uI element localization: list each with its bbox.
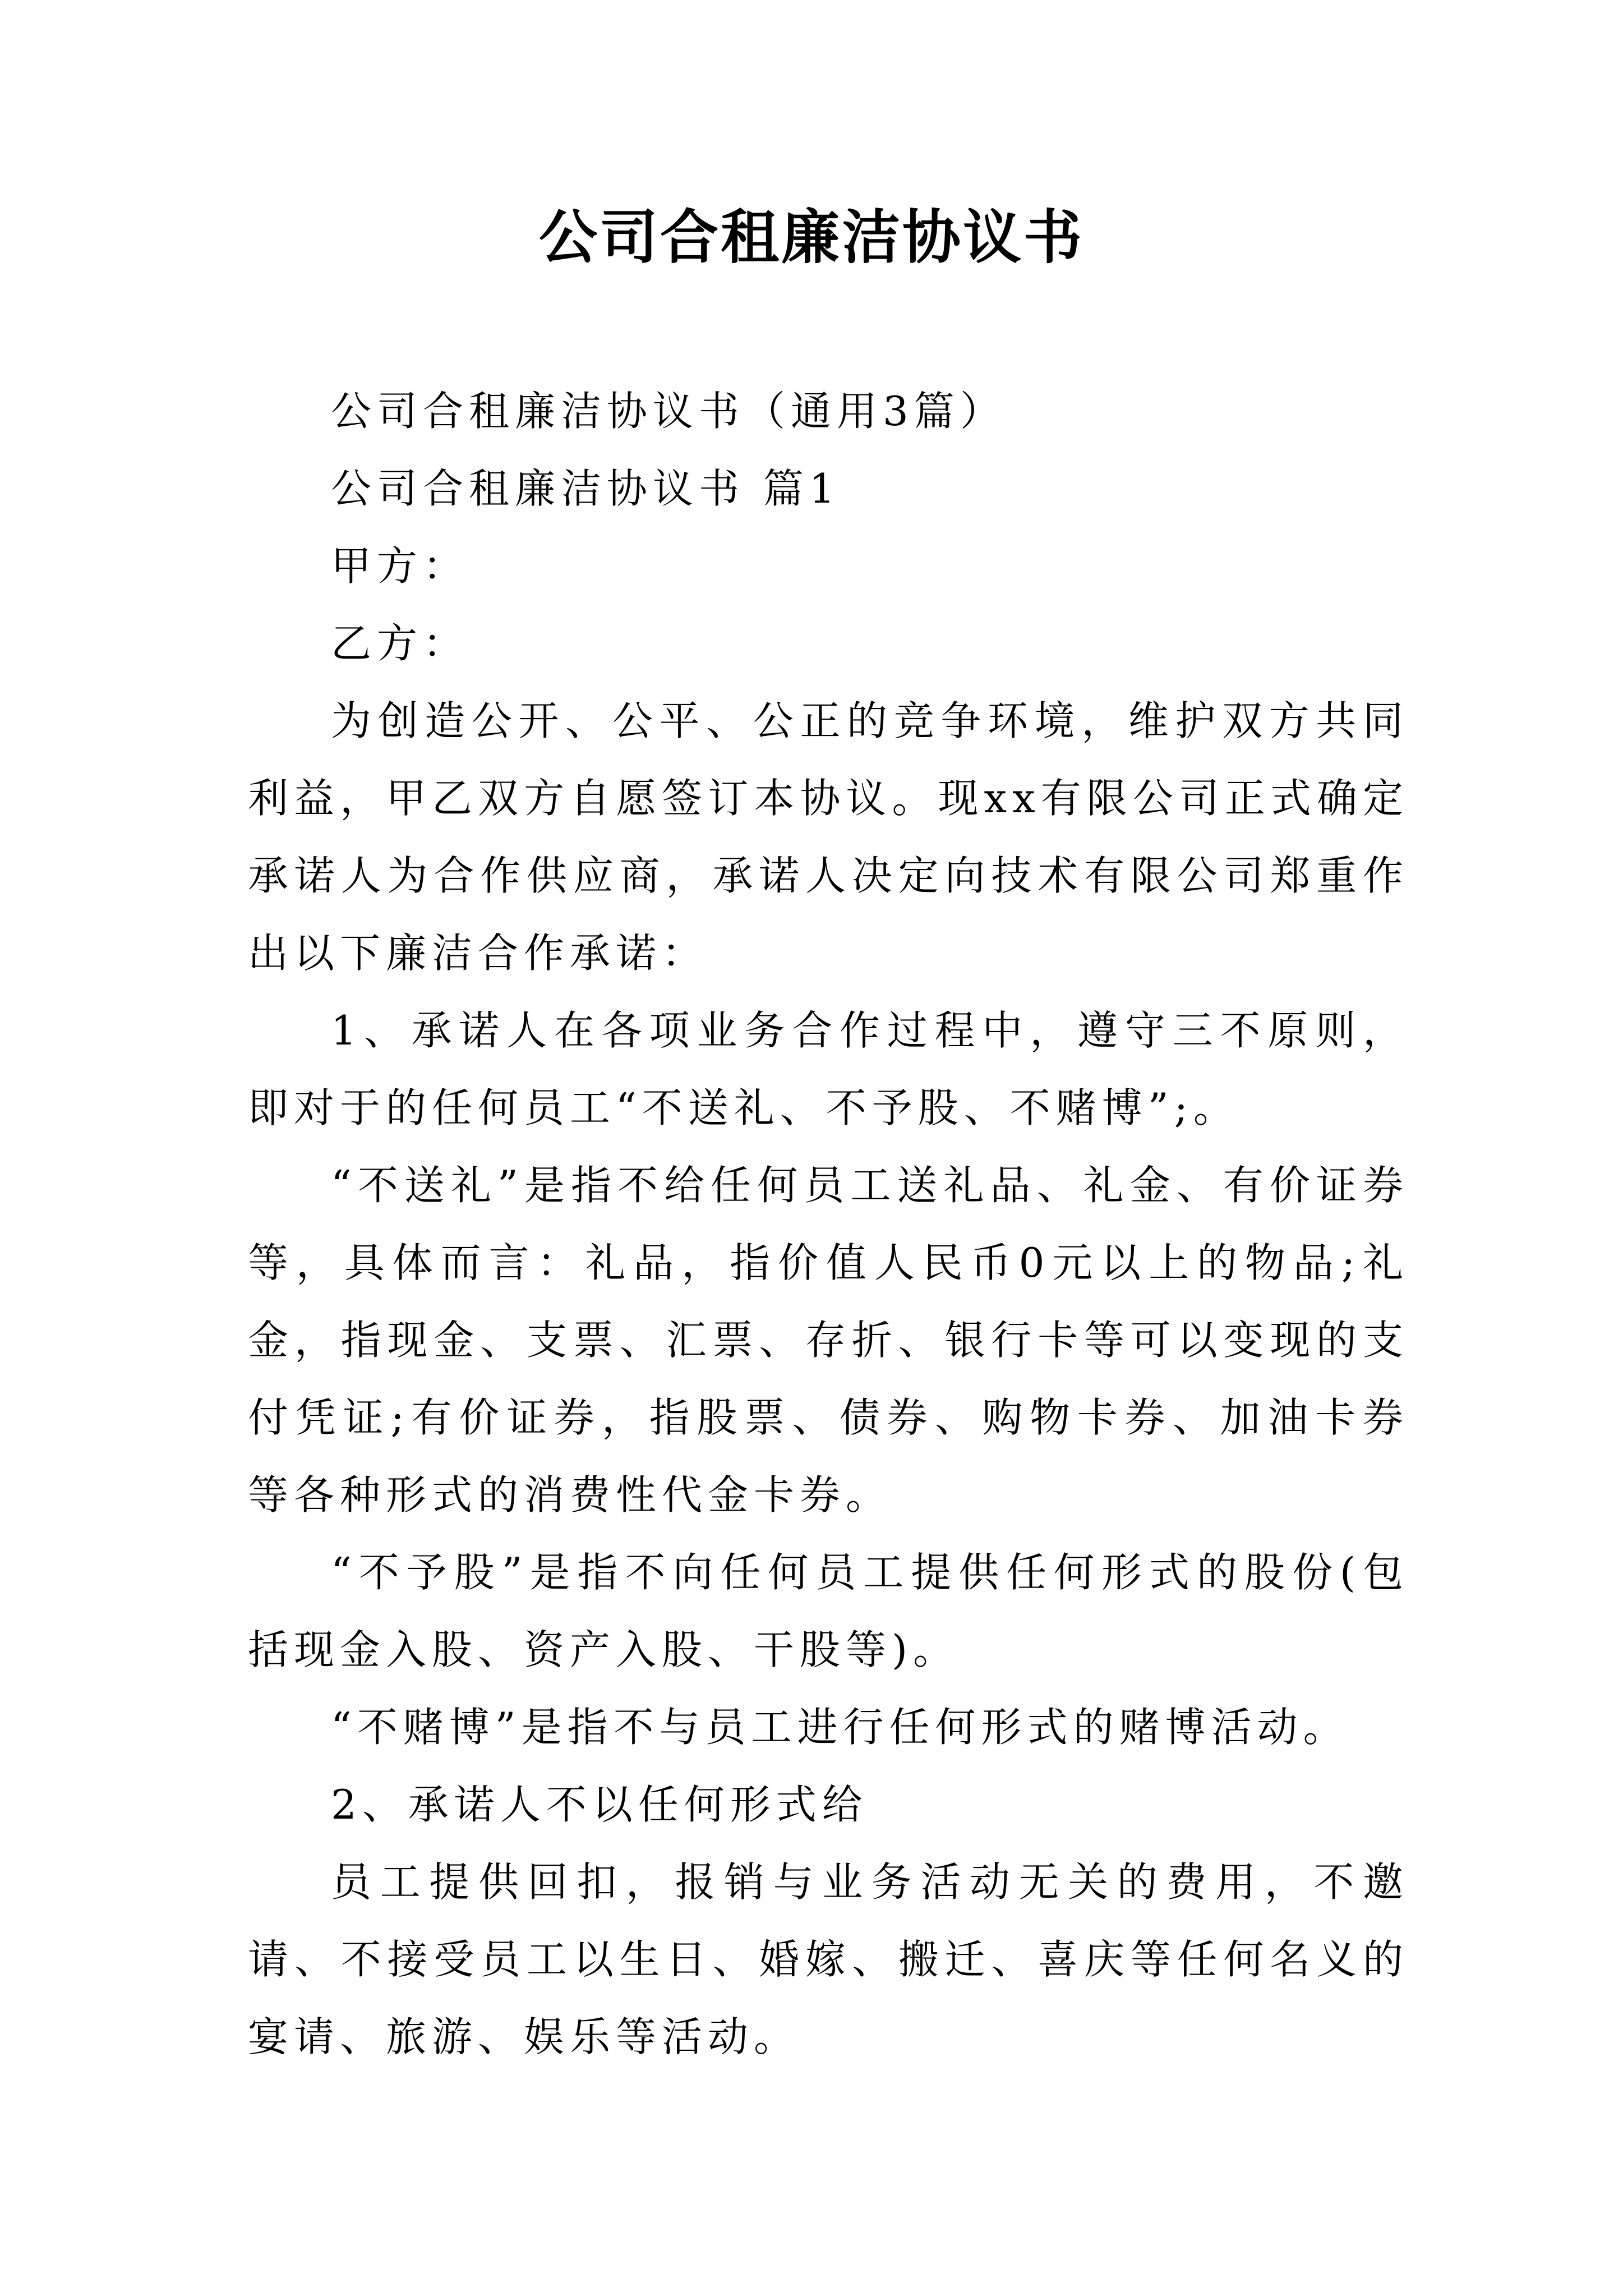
paragraph-clause-2: 2、承诺人不以任何形式给 [331,1781,868,1828]
paragraph-section-heading: 公司合租廉洁协议书 篇1 [331,465,841,512]
paragraph-clause-2-continued: 员工提供回扣，报销与业务活动无关的费用，不邀请、不接受员工以生日、婚嫁、搬迁、喜庆等任何名义的宴请、旅游、娱乐等活动。 [248,1858,1409,2060]
paragraph-no-gifts: “不送礼”是指不给任何员工送礼品、礼金、有价证券等，具体而言：礼品，指价值人民币0元以上的物品;礼金，指现金、支票、汇票、存折、银行卡等可以变现的支付凭证;有价证券，指股票、债券、购物卡券、加油卡券等各种形式的消费性代金卡券。 [248,1162,1409,1519]
document-body [248,372,1409,2076]
paragraph-party-a: 甲方： [331,542,469,590]
document-title: 公司合租廉洁协议书 [538,203,1084,272]
paragraph-clause-1: 1、承诺人在各项业务合作过程中，遵守三不原则，即对于的任何员工“不送礼、不予股、不赌博”;。 [248,1007,1409,1131]
paragraph-subtitle: 公司合租廉洁协议书（通用3篇） [331,388,1006,435]
paragraph-intro: 为创造公开、公平、公正的竞争环境，维护双方共同利益，甲乙双方自愿签订本协议。现xx有限公司正式确定承诺人为合作供应商，承诺人决定向技术有限公司郑重作出以下廉洁合作承诺： [248,697,1409,977]
paragraph-no-gambling: “不赌博”是指不与员工进行任何形式的赌博活动。 [331,1704,1349,1751]
paragraph-party-b: 乙方： [331,620,469,667]
paragraph-no-shares: “不予股”是指不向任何员工提供任何形式的股份(包括现金入股、资产入股、干股等)。 [248,1549,1409,1673]
